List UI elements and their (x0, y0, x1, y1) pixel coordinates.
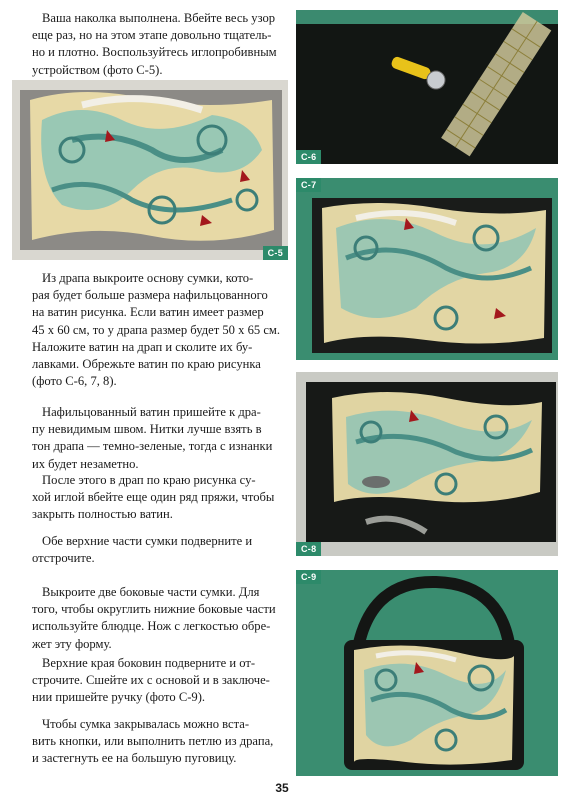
text-line: (фото С-6, 7, 8). (32, 374, 117, 389)
photo-label-c8: С-8 (296, 542, 321, 556)
paragraph-8 (32, 716, 282, 768)
text-line: пу невидимым швом. Нитки лучше взять в (32, 422, 262, 437)
text-line: лавками. Обрежьте ватин по краю рисунка (32, 357, 261, 372)
trimmed-felt-image (296, 372, 558, 556)
text-line: Чтобы сумка закрывалась можно вста- (42, 717, 250, 731)
felt-on-drape-image (296, 178, 558, 360)
text-line: тон драпа — темно-зеленые, тогда с изнанки (32, 439, 273, 454)
photo-c8 (296, 372, 558, 556)
text-line: рая будет больше размера нафильцованного (32, 288, 268, 303)
text-line: и застегнуть ее на большую пуговицу. (32, 751, 237, 766)
paragraph-4 (32, 472, 282, 524)
photo-c6 (296, 10, 558, 164)
text-line: Нафильцованный ватин пришейте к дра- (42, 405, 261, 419)
text-line: Ваша наколка выполнена. Вбейте весь узор (42, 11, 276, 25)
text-line: закрыть полностью ватин. (32, 507, 173, 522)
text-line: используйте блюдце. Нож с легкостью обре- (32, 619, 271, 634)
text-line: того, чтобы округлить нижние боковые части (32, 602, 276, 617)
text-line: хой иглой вбейте еще один ряд пряжи, чтобы (32, 490, 275, 505)
finished-bag-image (296, 570, 558, 776)
photo-c9 (296, 570, 558, 776)
text-line: Наложите ватин на драп и сколите их бу- (32, 339, 253, 354)
ruler-and-cutter-image (296, 10, 558, 164)
photo-label-c9: С-9 (296, 570, 321, 584)
photo-label-c6: С-6 (296, 150, 321, 164)
paragraph-6 (32, 584, 282, 653)
felt-pattern-image (12, 80, 288, 260)
text-line: их будет незаметно. (32, 456, 139, 471)
photo-c7 (296, 178, 558, 360)
photo-label-c5: С-5 (263, 246, 288, 260)
paragraph-2 (32, 270, 282, 390)
text-line: Выкроите две боковые части сумки. Для (42, 585, 260, 599)
photo-c5 (12, 80, 288, 260)
text-line: вить кнопки, или выполнить петлю из драпа, (32, 734, 274, 749)
text-line: устройством (фото С-5). (32, 62, 163, 77)
text-line: Из драпа выкроите основу сумки, кото- (42, 271, 254, 285)
text-line: на ватин рисунка. Если ватин имеет размер (32, 305, 264, 320)
text-line: нии пришейте ручку (фото С-9). (32, 690, 206, 705)
text-line: отстрочите. (32, 551, 95, 566)
paragraph-1 (32, 10, 282, 79)
photo-label-c7: С-7 (296, 178, 321, 192)
text-line: еще раз, но на этом этапе довольно тщатель- (32, 28, 272, 43)
text-line: Обе верхние части сумки подверните и (42, 534, 253, 548)
text-line: 45 х 60 см, то у драпа размер будет 50 х 65 см. (32, 322, 281, 337)
text-line: строчите. Сшейте их с основой и в заключе- (32, 673, 270, 688)
page-number: 35 (275, 781, 289, 795)
text-line: После этого в драп по краю рисунка су- (42, 473, 256, 487)
text-line: жет эту форму. (32, 636, 112, 651)
text-line: Верхние края боковин подверните и от- (42, 656, 256, 670)
paragraph-3 (32, 404, 282, 473)
paragraph-5 (32, 533, 282, 567)
text-line: но и плотно. Воспользуйтесь иглопробивным (32, 45, 277, 60)
paragraph-7 (32, 655, 282, 707)
